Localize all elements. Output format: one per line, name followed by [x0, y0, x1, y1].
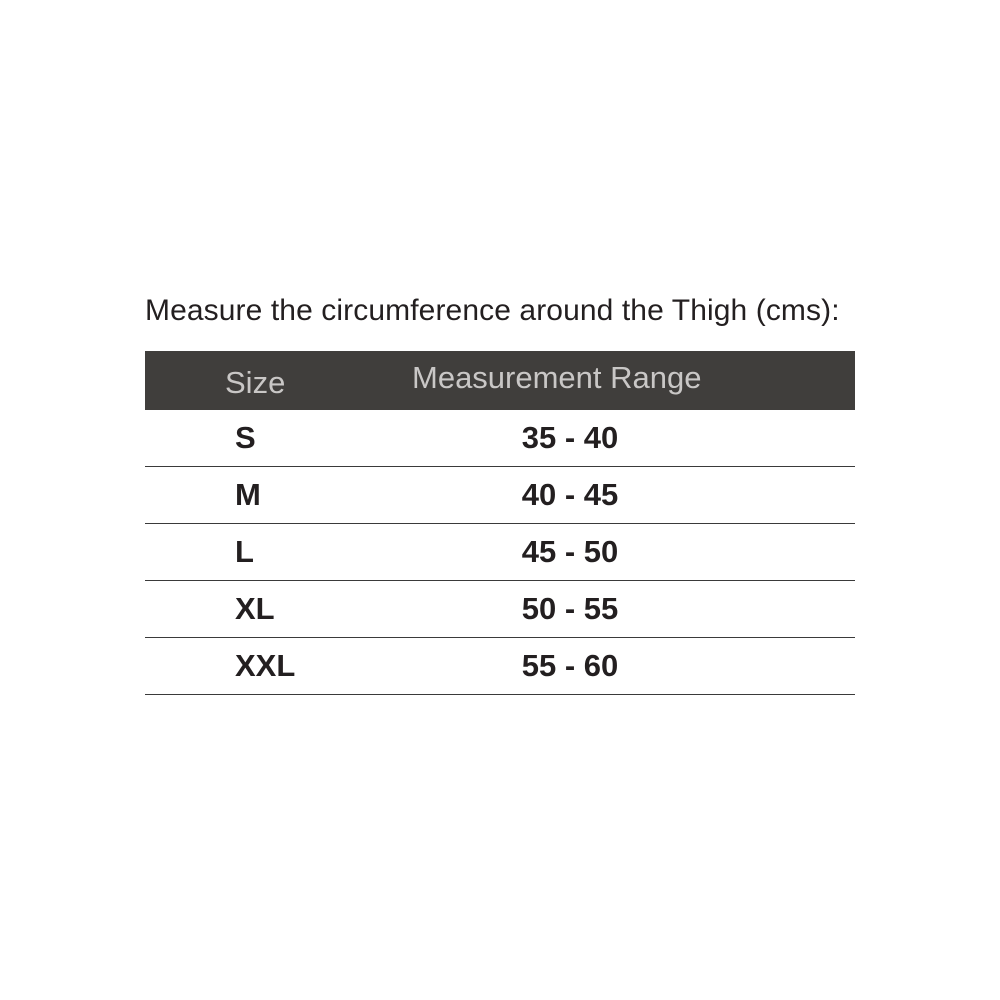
- header-measurement-range: Measurement Range: [412, 360, 702, 395]
- size-cell: L: [235, 534, 254, 569]
- size-cell: M: [235, 477, 261, 512]
- table-row: [145, 638, 855, 695]
- table-row: [145, 581, 855, 638]
- size-cell: S: [235, 420, 256, 455]
- range-cell: 40 - 45: [521, 477, 619, 512]
- range-cell: 35 - 40: [521, 420, 619, 455]
- size-cell: XXL: [235, 648, 296, 683]
- table-row: [145, 524, 855, 581]
- size-cell: XL: [235, 591, 275, 626]
- table-header: [145, 351, 855, 410]
- table-row: [145, 410, 855, 467]
- range-cell: 45 - 50: [521, 534, 619, 569]
- range-cell: 55 - 60: [521, 648, 619, 683]
- header-size: Size: [225, 365, 286, 400]
- range-cell: 50 - 55: [521, 591, 619, 626]
- size-chart-table: [145, 351, 855, 695]
- chart-caption: Measure the circumference around the Thigh (cms):: [145, 294, 840, 327]
- table-row: [145, 467, 855, 524]
